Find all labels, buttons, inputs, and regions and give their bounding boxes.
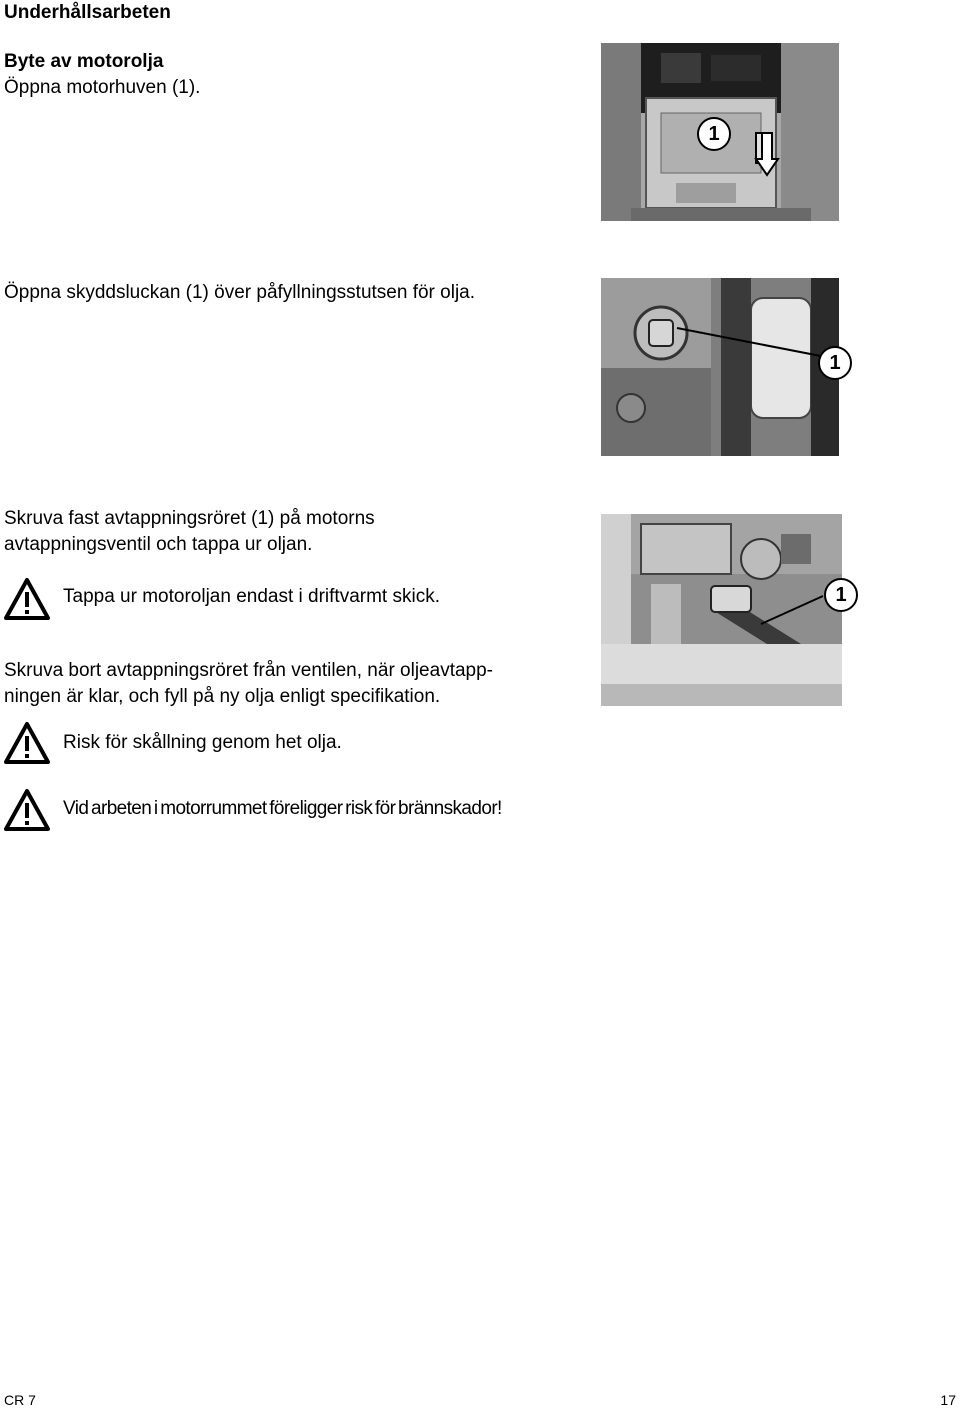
page-title: Underhållsarbeten	[4, 2, 171, 23]
step-attach-drain-line2: avtappningsventil och tappa ur oljan.	[4, 534, 313, 555]
footer-model: CR 7	[4, 1392, 36, 1408]
section-heading: Byte av motorolja	[4, 51, 164, 72]
photo-engine-hood	[601, 43, 839, 221]
photo-drain-valve	[601, 514, 847, 706]
callout-number: 1	[824, 578, 858, 612]
step-remove-drain-line1: Skruva bort avtappningsröret från ventilen, när oljeavtapp-	[4, 660, 493, 681]
page-number: 17	[940, 1392, 956, 1408]
callout-number: 1	[697, 117, 731, 151]
step-open-cover: Öppna skyddsluckan (1) över påfyllningsstutsen för olja.	[4, 282, 476, 303]
photo-oil-filler	[601, 278, 839, 456]
warning-text: Risk för skållning genom het olja.	[63, 732, 342, 753]
step-remove-drain-line2: ningen är klar, och fyll på ny olja enligt specifikation.	[4, 686, 441, 707]
step-attach-drain-line1: Skruva fast avtappningsröret (1) på motorns	[4, 508, 375, 529]
warning-triangle-icon	[4, 578, 50, 620]
step-open-hood: Öppna motorhuven (1).	[4, 77, 201, 98]
warning-text: Vid arbeten i motorrummet föreligger risk för brännskador!	[63, 798, 502, 819]
oil-filler-illustration	[601, 278, 839, 456]
warning-text: Tappa ur motoroljan endast i driftvarmt skick.	[63, 586, 440, 607]
warning-triangle-icon	[4, 789, 50, 831]
warning-triangle-icon	[4, 722, 50, 764]
drain-valve-illustration	[601, 514, 842, 706]
callout-number: 1	[818, 346, 852, 380]
arrow-down-icon	[756, 133, 778, 175]
